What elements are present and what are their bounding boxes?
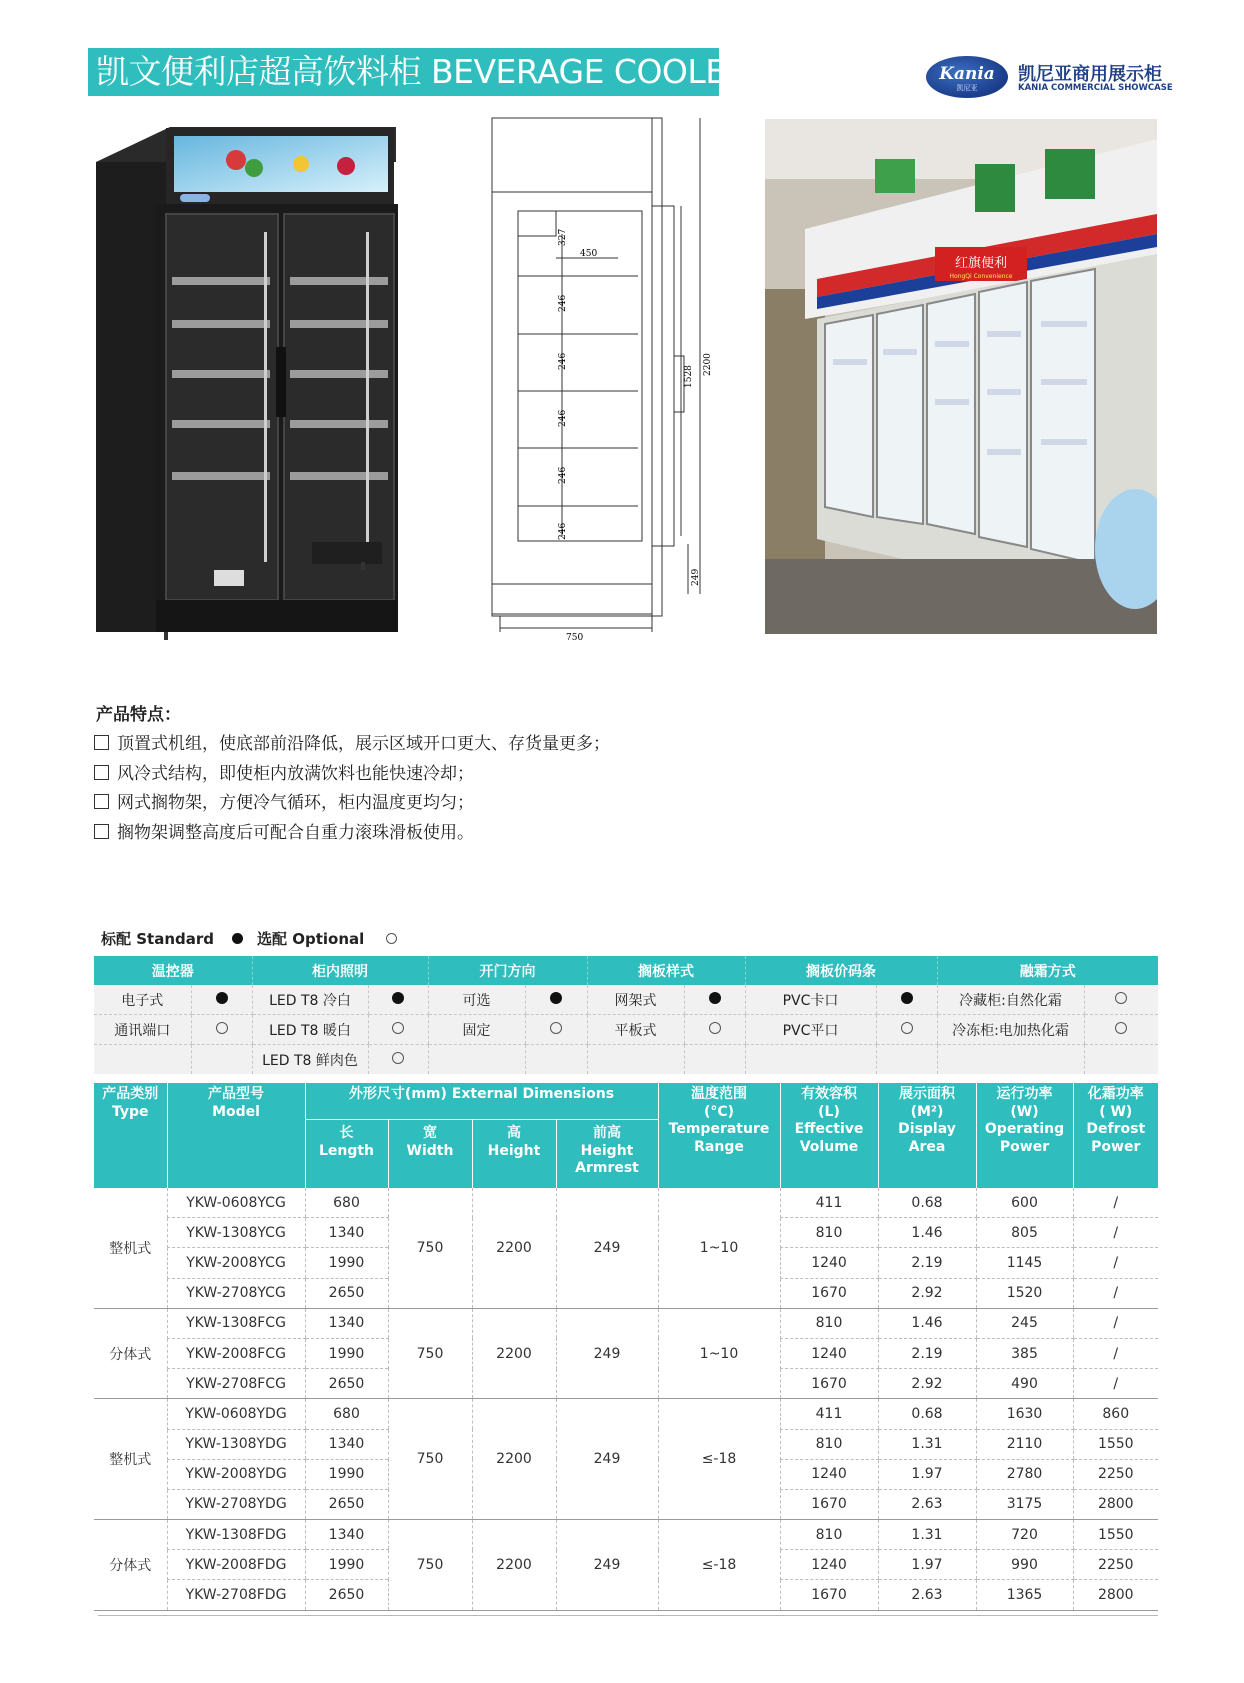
- model-cell: YKW-2008FDG: [167, 1550, 305, 1580]
- feature-item: 顶置式机组，使底部前沿降低，展示区域开口更大、存货量更多；: [94, 730, 610, 760]
- display-area-cell: 0.68: [878, 1399, 976, 1429]
- width-cell: 750: [388, 1308, 472, 1399]
- optional-mark: [1084, 985, 1158, 1015]
- length-cell: 1990: [305, 1248, 388, 1278]
- checkbox-icon: [94, 765, 109, 780]
- hollow-dot-icon: [1115, 1022, 1127, 1034]
- temperature-cell: 1~10: [658, 1308, 780, 1399]
- hollow-dot-icon: [216, 1022, 228, 1034]
- operating-power-cell: 600: [976, 1188, 1073, 1218]
- display-area-cell: 2.92: [878, 1369, 976, 1399]
- defrost-power-cell: /: [1073, 1248, 1158, 1278]
- filled-dot-icon: [392, 992, 404, 1004]
- volume-cell: 810: [780, 1429, 878, 1459]
- length-cell: 1990: [305, 1550, 388, 1580]
- standard-mark: [525, 985, 587, 1015]
- store-sign: 红旗便利: [954, 256, 1008, 271]
- features-list: [94, 730, 610, 848]
- brand-logo: [926, 54, 1173, 100]
- brand-name-cn: 凯尼亚商用展示柜: [1018, 64, 1162, 85]
- table-row: [94, 1520, 1158, 1550]
- operating-power-cell: 990: [976, 1550, 1073, 1580]
- operating-power-cell: 3175: [976, 1489, 1073, 1519]
- feature-item: 网式搁物架，方便冷气循环，柜内温度更均匀；: [94, 789, 610, 819]
- feature-item: 风冷式结构，即使柜内放满饮料也能快速冷却；: [94, 760, 610, 790]
- optional-mark: [368, 1045, 428, 1075]
- operating-power-cell: 385: [976, 1338, 1073, 1368]
- height-cell: 2200: [472, 1520, 556, 1611]
- model-cell: YKW-2008YDG: [167, 1459, 305, 1489]
- model-cell: YKW-1308FDG: [167, 1520, 305, 1550]
- options-header: 温控器: [94, 956, 252, 985]
- operating-power-cell: 805: [976, 1218, 1073, 1248]
- standard-mark: [684, 985, 745, 1015]
- options-header-row: [94, 956, 1158, 985]
- defrost-power-cell: /: [1073, 1188, 1158, 1218]
- model-cell: YKW-2008FCG: [167, 1338, 305, 1368]
- model-cell: YKW-2708YCG: [167, 1278, 305, 1308]
- dim-327: 327: [558, 228, 568, 246]
- operating-power-cell: 1145: [976, 1248, 1073, 1278]
- defrost-power-cell: 1550: [1073, 1520, 1158, 1550]
- volume-cell: 1670: [780, 1369, 878, 1399]
- features-title: 产品特点：: [96, 705, 181, 725]
- optional-mark: [684, 1015, 745, 1045]
- spec-table: [94, 1083, 1158, 1611]
- type-cell: 整机式: [94, 1399, 167, 1520]
- spec-header-row: [94, 1083, 1158, 1120]
- display-area-cell: 2.92: [878, 1278, 976, 1308]
- feature-item: 搁物架调整高度后可配合自重力滚珠滑板使用。: [94, 819, 610, 849]
- display-area-cell: 0.68: [878, 1188, 976, 1218]
- hollow-dot-icon: [550, 1022, 562, 1034]
- header-width: 宽 Width: [388, 1120, 472, 1189]
- dim-shelf-3: 246: [558, 409, 568, 427]
- length-cell: 1990: [305, 1338, 388, 1368]
- defrost-power-cell: /: [1073, 1218, 1158, 1248]
- display-area-cell: 1.97: [878, 1550, 976, 1580]
- volume-cell: 1240: [780, 1550, 878, 1580]
- options-header: 搁板价码条: [745, 956, 937, 985]
- options-table: [94, 956, 1158, 1074]
- defrost-power-cell: /: [1073, 1278, 1158, 1308]
- display-area-cell: 1.46: [878, 1308, 976, 1338]
- operating-power-cell: 720: [976, 1520, 1073, 1550]
- options-row: 电子式 LED T8 冷白 可选 网架式 PVC卡口 冷藏柜:自然化霜: [94, 985, 1158, 1015]
- temperature-cell: ≤-18: [658, 1520, 780, 1611]
- store-photo: [765, 119, 1157, 634]
- length-cell: 1340: [305, 1218, 388, 1248]
- volume-cell: 810: [780, 1308, 878, 1338]
- type-cell: 分体式: [94, 1520, 167, 1611]
- width-cell: 750: [388, 1399, 472, 1520]
- legend: [101, 928, 397, 949]
- dim-1528: 1528: [684, 365, 694, 388]
- checkbox-icon: [94, 735, 109, 750]
- header-defrost-power: 化霜功率 ( W) Defrost Power: [1073, 1083, 1158, 1188]
- standard-mark: [368, 985, 428, 1015]
- length-cell: 1340: [305, 1429, 388, 1459]
- model-cell: YKW-2008YCG: [167, 1248, 305, 1278]
- brand-name-en: KANIA COMMERCIAL SHOWCASE: [1018, 83, 1173, 93]
- spec-body: [94, 1188, 1158, 1610]
- width-cell: 750: [388, 1188, 472, 1308]
- operating-power-cell: 2780: [976, 1459, 1073, 1489]
- header-model: 产品型号 Model: [167, 1083, 305, 1188]
- model-cell: YKW-1308FCG: [167, 1308, 305, 1338]
- display-area-cell: 2.19: [878, 1248, 976, 1278]
- hollow-dot-icon: [901, 1022, 913, 1034]
- filled-dot-icon: [709, 992, 721, 1004]
- length-cell: 680: [305, 1399, 388, 1429]
- dim-shelf-2: 246: [558, 352, 568, 370]
- filled-dot-icon: [901, 992, 913, 1004]
- page-title: 凯文便利店超高饮料柜 BEVERAGE COOLER: [96, 52, 749, 91]
- display-area-cell: 2.63: [878, 1580, 976, 1610]
- hollow-dot-icon: [386, 933, 397, 944]
- operating-power-cell: 1630: [976, 1399, 1073, 1429]
- length-cell: 2650: [305, 1369, 388, 1399]
- model-cell: YKW-2708FCG: [167, 1369, 305, 1399]
- optional-mark: [525, 1015, 587, 1045]
- legend-standard: 标配 Standard: [101, 930, 214, 948]
- header-operating-power: 运行功率 (W) Operating Power: [976, 1083, 1073, 1188]
- display-area-cell: 1.97: [878, 1459, 976, 1489]
- standard-mark: [876, 985, 937, 1015]
- height-cell: 2200: [472, 1308, 556, 1399]
- width-cell: 750: [388, 1520, 472, 1611]
- dim-shelf-5: 246: [558, 522, 568, 540]
- dim-450: 450: [580, 249, 598, 259]
- defrost-power-cell: 2800: [1073, 1580, 1158, 1610]
- display-area-cell: 2.19: [878, 1338, 976, 1368]
- defrost-power-cell: 2800: [1073, 1489, 1158, 1519]
- model-cell: YKW-1308YCG: [167, 1218, 305, 1248]
- armrest-cell: 249: [556, 1308, 658, 1399]
- header-armrest: 前高 Height Armrest: [556, 1120, 658, 1189]
- volume-cell: 1240: [780, 1459, 878, 1489]
- volume-cell: 810: [780, 1218, 878, 1248]
- hollow-dot-icon: [1115, 992, 1127, 1004]
- table-row: [94, 1308, 1158, 1338]
- model-cell: YKW-0608YDG: [167, 1399, 305, 1429]
- type-cell: 分体式: [94, 1308, 167, 1399]
- defrost-power-cell: 2250: [1073, 1550, 1158, 1580]
- header-volume: 有效容积 (L) Effective Volume: [780, 1083, 878, 1188]
- length-cell: 1340: [305, 1308, 388, 1338]
- defrost-power-cell: 2250: [1073, 1459, 1158, 1489]
- defrost-power-cell: /: [1073, 1308, 1158, 1338]
- options-row: LED T8 鲜肉色: [94, 1045, 1158, 1075]
- defrost-power-cell: /: [1073, 1369, 1158, 1399]
- filled-dot-icon: [550, 992, 562, 1004]
- filled-dot-icon: [232, 933, 243, 944]
- model-cell: YKW-2708FDG: [167, 1580, 305, 1610]
- hollow-dot-icon: [392, 1052, 404, 1064]
- length-cell: 680: [305, 1188, 388, 1218]
- length-cell: 1340: [305, 1520, 388, 1550]
- length-cell: 2650: [305, 1278, 388, 1308]
- height-cell: 2200: [472, 1399, 556, 1520]
- header-type: 产品类别 Type: [94, 1083, 167, 1188]
- dim-shelf-1: 246: [558, 294, 568, 312]
- length-cell: 2650: [305, 1580, 388, 1610]
- header-length: 长 Length: [305, 1120, 388, 1189]
- armrest-cell: 249: [556, 1520, 658, 1611]
- store-sign-sub: HongQi Convenience: [949, 273, 1013, 280]
- display-area-cell: 1.31: [878, 1520, 976, 1550]
- legend-optional: 选配 Optional: [257, 930, 365, 948]
- volume-cell: 411: [780, 1188, 878, 1218]
- armrest-cell: 249: [556, 1399, 658, 1520]
- volume-cell: 1670: [780, 1278, 878, 1308]
- operating-power-cell: 1520: [976, 1278, 1073, 1308]
- dim-750: 750: [566, 633, 584, 643]
- filled-dot-icon: [216, 992, 228, 1004]
- volume-cell: 1240: [780, 1248, 878, 1278]
- temperature-cell: 1~10: [658, 1188, 780, 1308]
- header-temperature: 温度范围 (°C) Temperature Range: [658, 1083, 780, 1188]
- hollow-dot-icon: [392, 1022, 404, 1034]
- model-cell: YKW-0608YCG: [167, 1188, 305, 1218]
- type-cell: 整机式: [94, 1188, 167, 1308]
- optional-mark: [368, 1015, 428, 1045]
- display-area-cell: 1.46: [878, 1218, 976, 1248]
- length-cell: 1990: [305, 1459, 388, 1489]
- bottom-divider: [98, 1615, 1158, 1616]
- dim-shelf-4: 246: [558, 466, 568, 484]
- dim-2200: 2200: [703, 353, 713, 376]
- volume-cell: 1670: [780, 1580, 878, 1610]
- operating-power-cell: 2110: [976, 1429, 1073, 1459]
- product-cooler-image: [96, 122, 416, 652]
- page-title-bar: [88, 48, 749, 96]
- volume-cell: 1240: [780, 1338, 878, 1368]
- optional-mark: [876, 1015, 937, 1045]
- operating-power-cell: 490: [976, 1369, 1073, 1399]
- operating-power-cell: 1365: [976, 1580, 1073, 1610]
- header-height: 高 Height: [472, 1120, 556, 1189]
- defrost-power-cell: /: [1073, 1338, 1158, 1368]
- temperature-cell: ≤-18: [658, 1399, 780, 1520]
- defrost-power-cell: 860: [1073, 1399, 1158, 1429]
- length-cell: 2650: [305, 1489, 388, 1519]
- optional-mark: [191, 1015, 252, 1045]
- display-area-cell: 2.63: [878, 1489, 976, 1519]
- checkbox-icon: [94, 794, 109, 809]
- operating-power-cell: 245: [976, 1308, 1073, 1338]
- table-row: [94, 1399, 1158, 1429]
- volume-cell: 411: [780, 1399, 878, 1429]
- volume-cell: 810: [780, 1520, 878, 1550]
- header-dimensions: 外形尺寸(mm) External Dimensions: [305, 1083, 658, 1120]
- armrest-cell: 249: [556, 1188, 658, 1308]
- technical-drawing: [488, 116, 728, 644]
- options-header: 搁板样式: [587, 956, 745, 985]
- height-cell: 2200: [472, 1188, 556, 1308]
- options-header: 柜内照明: [252, 956, 428, 985]
- standard-mark: [191, 985, 252, 1015]
- display-area-cell: 1.31: [878, 1429, 976, 1459]
- model-cell: YKW-2708YDG: [167, 1489, 305, 1519]
- hollow-dot-icon: [709, 1022, 721, 1034]
- optional-mark: [1084, 1015, 1158, 1045]
- options-header: 融霜方式: [937, 956, 1158, 985]
- volume-cell: 1670: [780, 1489, 878, 1519]
- header-display-area: 展示面积 (M²) Display Area: [878, 1083, 976, 1188]
- options-row: 通讯端口 LED T8 暖白 固定 平板式 PVC平口 冷冻柜:电加热化霜: [94, 1015, 1158, 1045]
- table-row: [94, 1188, 1158, 1218]
- options-header: 开门方向: [428, 956, 587, 985]
- checkbox-icon: [94, 824, 109, 839]
- kania-logo-icon: Kania 凯尼亚: [926, 56, 1008, 98]
- defrost-power-cell: 1550: [1073, 1429, 1158, 1459]
- dim-249: 249: [691, 568, 701, 586]
- model-cell: YKW-1308YDG: [167, 1429, 305, 1459]
